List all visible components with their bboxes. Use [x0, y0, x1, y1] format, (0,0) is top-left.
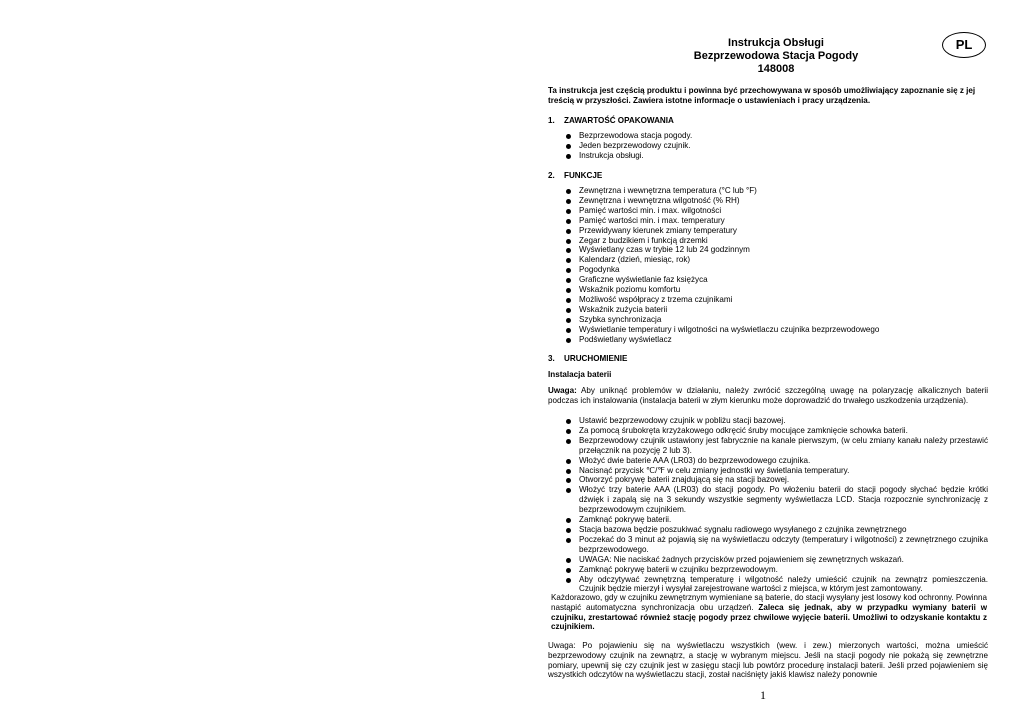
section-2-number: 2.	[548, 171, 555, 180]
list-item: Ustawić bezprzewodowy czujnik w pobliżu stacji bazowej.	[548, 416, 988, 426]
sync-note	[551, 593, 987, 632]
list-item: Jeden bezprzewodowy czujnik.	[548, 141, 988, 151]
list-item: UWAGA: Nie naciskać żadnych przycisków przed pojawieniem się zewnętrznych wskazań.	[548, 555, 988, 565]
list-item: Włożyć dwie baterie AAA (LR03) do bezprzewodowego czujnika.	[548, 456, 988, 466]
list-item: Pamięć wartości min. i max. wilgotności	[548, 206, 988, 216]
list-item: Stacja bazowa będzie poszukiwać sygnału radiowego wysyłanego z czujnika zewnętrznego	[548, 525, 988, 535]
list-item: Możliwość współpracy z trzema czujnikami	[548, 295, 988, 305]
section-3-number: 3.	[548, 354, 555, 363]
battery-installation-subtitle: Instalacja baterii	[548, 370, 612, 379]
section-3-title: URUCHOMIENIE	[564, 354, 628, 363]
list-item: Graficzne wyświetlanie faz księżyca	[548, 275, 988, 285]
features-list	[548, 186, 988, 345]
title-line-3: 148008	[757, 63, 795, 75]
list-item: Podświetlany wyświetlacz	[548, 335, 988, 345]
list-item: Za pomocą śrubokręta krzyżakowego odkręcić śruby mocujące zamknięcie schowka baterii.	[548, 426, 988, 436]
sync-note-emphasis: Zaleca się jednak, aby w przypadku wymiany baterii w czujniku, zrestartować również stację pogody przez chwilowe wyjęcie baterii. Umożliwi to odzyskanie kontaktu z czujnikiem.	[551, 602, 987, 632]
warning-label: Uwaga:	[548, 386, 577, 395]
list-item: Wskaźnik zużycia baterii	[548, 305, 988, 315]
list-item: Wyświetlany czas w trybie 12 lub 24 godzinnym	[548, 245, 988, 255]
section-2-title: FUNKCJE	[564, 171, 603, 180]
list-item: Aby odczytywać zewnętrzną temperaturę i wilgotność należy umieścić czujnik na zewnątrz pomieszczenia. Czujnik będzie mierzył i wysyłał zarejestrowane wartości z miejsca, w którym jest zamontowany.	[548, 575, 988, 595]
section-3-heading	[548, 354, 627, 364]
title-line-2: Bezprzewodowa Stacja Pogody	[693, 50, 859, 62]
section-1-number: 1.	[548, 116, 555, 125]
page-number: 1	[760, 688, 766, 702]
list-item: Pamięć wartości min. i max. temperatury	[548, 216, 988, 226]
package-contents-list	[548, 131, 988, 161]
list-item: Włożyć trzy baterie AAA (LR03) do stacji pogody. Po włożeniu baterii do stacji pogody słychać będzie krótki dźwięk i zapalą się na 3 sekundy wszystkie segmenty wyświetlacza LCD. Stacja rozpocznie synchronizację z bezprzewodowym czujnikiem.	[548, 485, 988, 515]
section-1-heading	[548, 116, 674, 126]
list-item: Zamknąć pokrywę baterii.	[548, 515, 988, 525]
title-line-1: Instrukcja Obsługi	[728, 37, 824, 49]
list-item: Zamknąć pokrywę baterii w czujniku bezprzewodowym.	[548, 565, 988, 575]
list-item: Bezprzewodowy czujnik ustawiony jest fabrycznie na kanale pierwszym, (w celu zmiany kanału należy przestawić przełącznik na pozycję 2 lub 3).	[548, 436, 988, 456]
list-item: Poczekać do 3 minut aż pojawią się na wyświetlaczu odczyty (temperatury i wilgotności) z zewnętrznego czujnika bezprzewodowego.	[548, 535, 988, 555]
list-item: Przewidywany kierunek zmiany temperatury	[548, 226, 988, 236]
final-note: Uwaga: Po pojawieniu się na wyświetlaczu wszystkich (wew. i zew.) mierzonych wartości, można umieścić bezprzewodowy czujnik na zewnątrz, a stację w wybranym miejscu. Jeśli na stacji pogody nie pokażą się zewnętrzne pomiary, upewnij się czy czujnik jest w zasięgu stacji lub powtórz procedurę instalacji baterii. Jeśli przed pojawieniem się wszystkich odczytów na wyświetlaczu stacji, został naciśnięty jakiś klawisz należy ponownie	[548, 641, 988, 680]
document-title	[548, 37, 1004, 76]
battery-steps-list	[548, 416, 988, 594]
list-item: Zewnętrzna i wewnętrzna wilgotność (% RH)	[548, 196, 988, 206]
list-item: Pogodynka	[548, 265, 988, 275]
sync-note-text: Każdorazowo, gdy w czujniku zewnętrznym wymieniane są baterie, do stacji wysyłany jest losowy kod ochronny. Powinna nastąpić automatyczna synchronizacja obu urządzeń.	[551, 593, 987, 612]
section-2-heading	[548, 171, 602, 181]
section-1-title: ZAWARTOŚĆ OPAKOWANIA	[564, 116, 674, 125]
language-badge: PL	[942, 32, 986, 58]
list-item: Zewnętrzna i wewnętrzna temperatura (°C lub °F)	[548, 186, 988, 196]
intro-paragraph: Ta instrukcja jest częścią produktu i powinna być przechowywana w sposób umożliwiający zapoznanie się z jej treścią w przyszłości. Zawiera istotne informacje o ustawieniach i pracy urządzenia.	[548, 86, 976, 105]
warning-text: Aby uniknąć problemów w działaniu, należy zwrócić szczególną uwagę na polaryzację alkalicznych baterii podczas ich instalowania (instalacja baterii w złym kierunku może doprowadzić do trwałego uszkodzenia urządzenia).	[548, 386, 988, 405]
list-item: Otworzyć pokrywę baterii znajdującą się na stacji bazowej.	[548, 475, 988, 485]
list-item: Wyświetlanie temperatury i wilgotności na wyświetlaczu czujnika bezprzewodowego	[548, 325, 988, 335]
list-item: Zegar z budzikiem i funkcją drzemki	[548, 236, 988, 246]
warning-paragraph	[548, 386, 988, 406]
list-item: Nacisnąć przycisk ℃/℉ w celu zmiany jednostki wy świetlania temperatury.	[548, 466, 988, 476]
list-item: Wskaźnik poziomu komfortu	[548, 285, 988, 295]
list-item: Kalendarz (dzień, miesiąc, rok)	[548, 255, 988, 265]
list-item: Bezprzewodowa stacja pogody.	[548, 131, 988, 141]
list-item: Szybka synchronizacja	[548, 315, 988, 325]
list-item: Instrukcja obsługi.	[548, 151, 988, 161]
